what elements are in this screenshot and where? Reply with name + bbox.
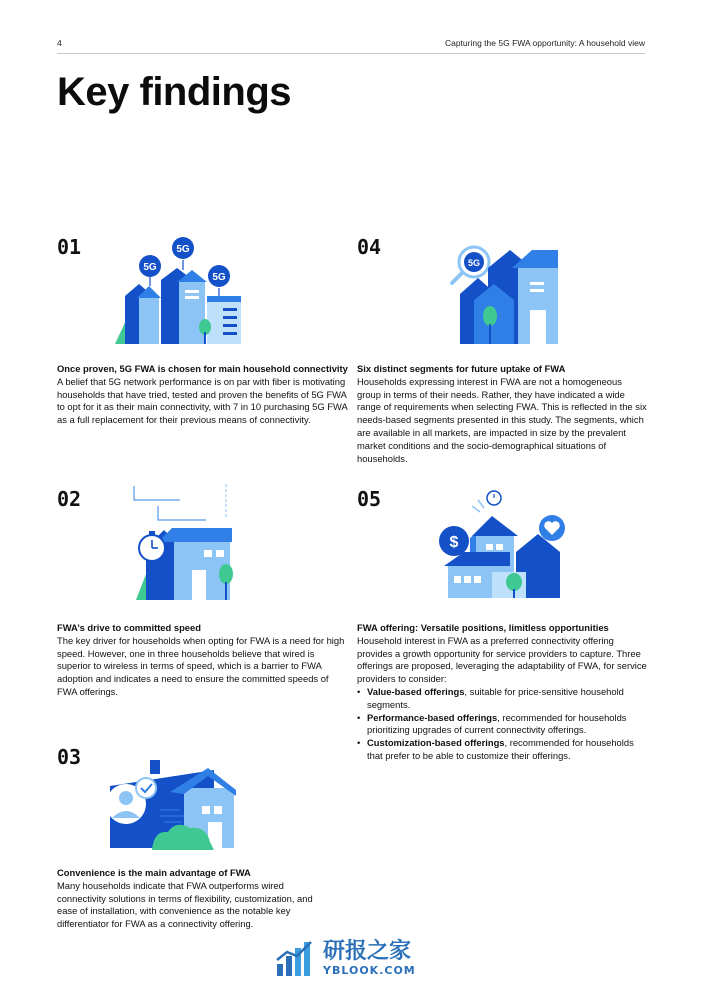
5g-badge-right: 5G [212, 272, 226, 283]
finding-02-body: The key driver for households when opting for FWA is a need for high speed. However, one in three households believe that wired is superior to wireless in terms of speed, which is a barrier to FWA adoption and indicates a need to ensure the committed speeds of FWA offerings. [57, 634, 345, 697]
list-item: • Performance-based offerings, recommended for households prioritizing upgrades of current connectivity offerings. [367, 712, 647, 738]
page-title: Key findings [57, 70, 292, 114]
finding-03-body: Many households indicate that FWA outperforms wired connectivity solutions in terms of flexibility, customization, and ease of installation, with convenience as the notable key differentiator for FWA as a connectivity offering. [57, 879, 313, 930]
buildings-5g-illustration [115, 234, 250, 346]
finding-03 [57, 867, 317, 931]
finding-number-03: 03 [57, 745, 82, 769]
finding-04-heading: Six distinct segments for future uptake of FWA [357, 363, 566, 374]
finding-01-body: A belief that 5G network performance is on par with fiber is motivating households that have tried, tested and proven the benefits of 5G FWA to opt for it as their main connectivity, with 7 in 10 purchasing 5G FWA as a full replacement for their previous means of connectivity. [57, 375, 348, 426]
5g-badge-center: 5G [176, 244, 190, 255]
finding-01 [57, 363, 349, 427]
house-stopwatch-illustration [128, 482, 240, 604]
houses-offerings-illustration [436, 486, 568, 604]
house-person-illustration [104, 758, 240, 852]
finding-number-01: 01 [57, 235, 82, 259]
magnifier-houses-illustration [448, 240, 563, 346]
finding-05-heading: FWA offering: Versatile positions, limitless opportunities [357, 622, 609, 633]
finding-03-heading: Convenience is the main advantage of FWA [57, 867, 251, 878]
header-divider [57, 53, 645, 54]
finding-05 [357, 622, 647, 763]
finding-04-body: Households expressing interest in FWA are not a homogeneous group in terms of their needs. Rather, they have indicated a wide range of requirements when selecting FWA. This is reflected in the six needs-based segments presented in this study. The segments, which are available in all markets, are impacted in size by the prevalent market conditions and the socio-demographical situations of households. [357, 375, 647, 464]
list-item: • Customization-based offerings, recommended for households that prefer to be able to customize their offerings. [367, 737, 647, 763]
finding-number-05: 05 [357, 487, 382, 511]
offerings-list [357, 686, 647, 763]
watermark-domain-text: YBLOOK.COM [323, 963, 416, 977]
watermark [275, 938, 416, 978]
dollar-icon: $ [449, 534, 459, 551]
finding-number-04: 04 [357, 235, 382, 259]
finding-01-heading: Once proven, 5G FWA is chosen for main household connectivity [57, 363, 348, 374]
page-number: 4 [57, 38, 62, 48]
finding-02-heading: FWA’s drive to committed speed [57, 622, 201, 633]
finding-05-body: Household interest in FWA as a preferred connectivity offering provides a growth opportunity for service providers to capture. Three offerings are proposed, leveraging the adaptability of FWA, for service providers to consider: [357, 634, 647, 685]
list-item: • Value-based offerings, suitable for price-sensitive household segments. [367, 686, 647, 712]
watermark-chinese-text: 研报之家 [323, 938, 412, 964]
finding-04 [357, 363, 647, 465]
finding-number-02: 02 [57, 487, 82, 511]
document-title: Capturing the 5G FWA opportunity: A household view [444, 38, 645, 48]
5g-badge-left: 5G [143, 262, 157, 273]
bar-chart-logo-icon [275, 938, 315, 978]
5g-badge: 5G [467, 258, 481, 268]
finding-02 [57, 622, 349, 699]
